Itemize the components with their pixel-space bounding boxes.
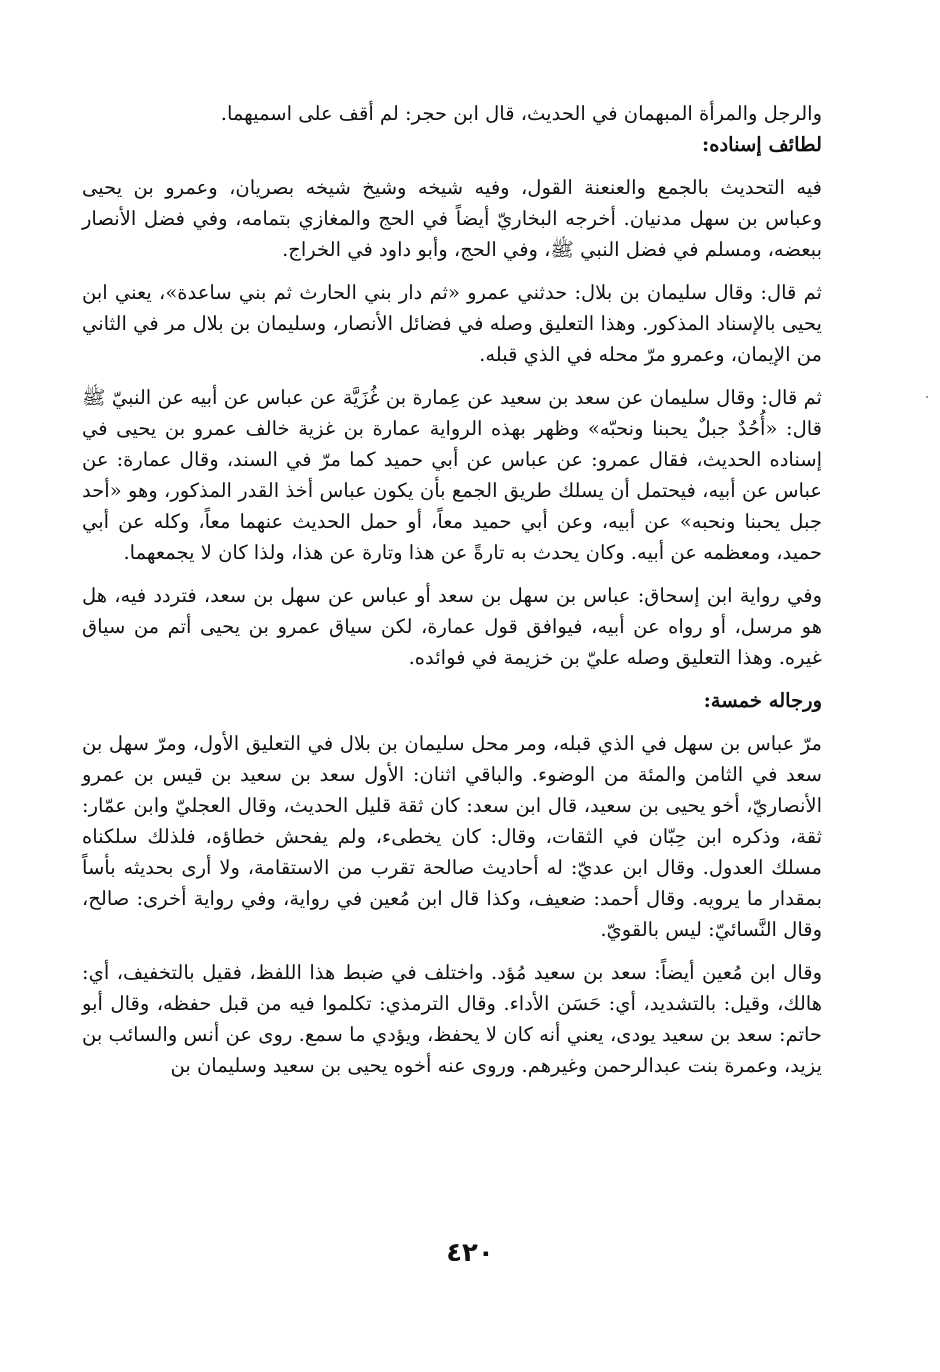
text-block bbox=[82, 98, 822, 1081]
paragraph: مرّ عباس بن سهل في الذي قبله، ومر محل سليمان بن بلال في التعليق الأول، ومرّ سهل بن سعد في الثامن والمئة من الوضوء. والباقي اثنان: الأول سعد بن سعيد بن قيس بن عمرو الأنصاريّ، أخو يحيى بن سعيد، قال ابن سعد: كان ثقة قليل الحديث، وقال العجليّ وابن عمّار: ثقة، وذكره ابن حِبّان في الثقات، وقال: كان يخطىء، ولم يفحش خطاؤه، فلذلك سلكناه مسلك العدول. وقال ابن عديّ: له أحاديث صالحة تقرب من الاستقامة، ولا أرى بحديثه بأساً بمقدار ما يرويه. وقال أحمد: ضعيف، وكذا قال ابن مُعين في رواية، وفي رواية أخرى: صالح، وقال النَّسائيّ: ليس بالقويّ. bbox=[82, 732, 822, 941]
paragraph: وفي رواية ابن إسحاق: عباس بن سهل بن سعد أو عباس عن سهل بن سعد، فتردد فيه، هل هو مرسل، أو رواه عن أبيه، فيوافق قول عمارة، لكن سياق عمرو بن يحيى أتم من سياق غيره. وهذا التعليق وصله عليّ بن خزيمة في فوائده. bbox=[82, 584, 822, 669]
section-heading-rijal: ورجاله خمسة: bbox=[703, 689, 822, 712]
paragraph: فيه التحديث بالجمع والعنعنة القول، وفيه شيخه وشيخ شيخه بصريان، وعمرو بن يحيى وعباس بن سهل مدنيان. أخرجه البخاريّ أيضاً في الحج والمغازي بتمامه، وفي فضل الأنصار ببعضه، ومسلم في فضل النبي ﷺ، وفي الحج، وأبو داود في الخراج. bbox=[82, 176, 822, 261]
page-number: ٤٢٠ bbox=[446, 1238, 494, 1268]
scan-speck bbox=[926, 396, 928, 398]
paragraph: ثم قال: وقال سليمان بن بلال: حدثني عمرو «ثم دار بني الحارث ثم بني ساعدة»، يعني ابن يحيى بالإسناد المذكور. وهذا التعليق وصله في فضائل الأنصار، وسليمان بن بلال مر في الثاني من الإيمان، وعمرو مرّ محله في الذي قبله. bbox=[82, 281, 822, 366]
paragraph: ثم قال: وقال سليمان عن سعد بن سعيد عن عِمارة بن غُزَيَّة عن عباس عن أبيه عن النبيّ ﷺ قال: «أُحُدٌ جبلٌ يحبنا ونحبّه» وظهر بهذه الرواية عمارة بن غزية خالف عمرو بن يحيى في إسناده الحديث، فقال عمرو: عن عباس عن أبي حميد كما مرّ في السند، وقال عمارة: عن عباس عن أبيه، فيحتمل أن يسلك طريق الجمع بأن يكون عباس أخذ القدر المذكور، وهو «أحد جبل يحبنا ونحبه» عن أبيه، وعن أبي حميد معاً، أو حمل الحديث عنهما معاً، وكله عن أبي حميد، ومعظمه عن أبيه. وكان يحدث به تارةً عن هذا وتارة عن هذا، ولذا كان لا يجمعهما. bbox=[82, 386, 822, 564]
paragraph: والرجل والمرأة المبهمان في الحديث، قال ابن حجر: لم أقف على اسميهما. bbox=[220, 102, 822, 125]
section-heading-isnad: لطائف إسناده: bbox=[702, 133, 822, 156]
paragraph: وقال ابن مُعين أيضاً: سعد بن سعيد مُؤد. واختلف في ضبط هذا اللفظ، فقيل بالتخفيف، أي: هالك، وقيل: بالتشديد، أي: حَسَن الأداء. وقال الترمذي: تكلموا فيه من قبل حفظه، وقال أبو حاتم: سعد بن سعيد يودى، يعني أنه كان لا يحفظ، ويؤدي ما سمع. روى عن أنس والسائب بن يزيد، وعمرة بنت عبدالرحمن وغيرهم. وروى عنه أخوه يحيى بن سعيد وسليمان بن bbox=[82, 961, 822, 1077]
